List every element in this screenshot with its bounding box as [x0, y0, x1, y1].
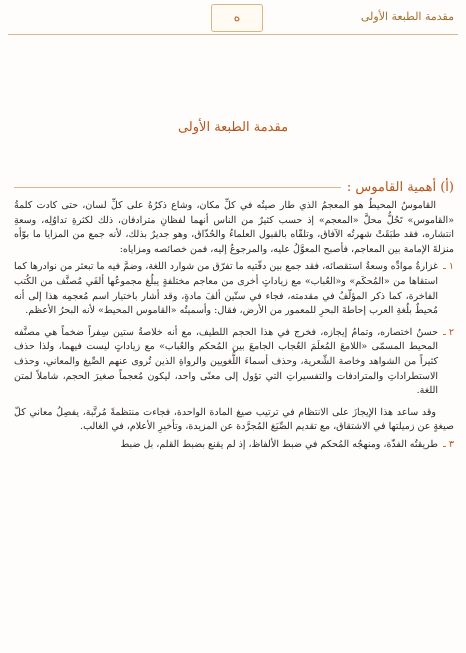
intro-paragraph: القاموسُ المحيطُ هو المعجمُ الذي طار صيتُه في كلِّ مكان، وشاع ذكرُهُ على كلِّ لسان، حتى كادت كلمةُ «القاموس» تَحُلُّ محلَّ «المعجم» إذ حسب كثيرٌ من الناس أنهما لفظانِ مترادفان، ذلك لكثرةِ تداوُلِه، وسعةِ انتشاره، فقد طبَقَتْ شهرتُه الآفاق، وتلقّاه بالقبول العلماءُ والحُذّاق، وهو جديرٌ بذلك، لأنه جمع من المزايا ما بوّأه منزلةَ الإمامة بين المعاجم، فأصبح المعوَّلُ عليه، والمرجوعُ إليه، فمن خصائصه ومزاياه:: [14, 200, 454, 255]
body-content: [14, 180, 454, 456]
chapter-title: مقدمة الطبعة الأولى: [177, 120, 289, 135]
list-item-text: طريقتُه الفذّة، ومنهجُه المُحكم في ضبط الألفاظ، إذ لم يقنع بضبط القلم، بل ضبط: [120, 438, 438, 450]
running-title: مقدمة الطبعة الأولى: [360, 10, 454, 23]
section-heading-rule: [14, 187, 341, 188]
header-divider: [8, 34, 458, 35]
list-item-number: ١ ـ: [443, 261, 454, 273]
section-heading: [14, 180, 454, 195]
list-item-text: حسنُ اختصاره، وتمامُ إيجازه، فخرج في هذا الحجم اللطيف، مع أنه خلاصةُ ستين سِفراً ضخماً هي مصنَّفه المحيط المسمّى «اللامعَ المُعلَمَ العُجاب الجامعَ بين المُحكم والعُباب» مع زياداتٍ ليست فيهما، ولذا حذف كثيراً من الشواهد وخاصة الشِّعرية، وحذف أسماءَ اللُّغويين والرواةِ الذين تُروى عنهم الصِّيغ والمعاني، وحذف الاستطراداتِ والمترادفات والتفسيراتِ التي تؤول إلى معنًى واحد، ليكون مُعجماً صغيرَ الحجم، شاملاً لمتن اللغة.: [14, 326, 438, 397]
list-item-number: ٣ ـ: [443, 438, 454, 450]
list-item-text: غزارةُ موادِّه وسعةُ استقصائه، فقد جمع بين دفّتيه ما تفرّق من شوارد اللغة، وضمَّ فيه ما تبعثر من نوادرها كما استقاها من «المُحكَم» و«العُباب» مع زياداتٍ أخرى من معاجم مختلفةٍ يبلُغ مجموعُها ألفَي مُصنَّف من الكُتب الفاخرة، كما ذكر المؤلّفُ في مقدمته، فجاء في ستّين ألفَ مادةٍ، وقد أشار باختيار اسم مُعجمِه هذا إلى أنه مُحيطٌ بلُغةِ العرب إحاطةَ البحرِ للمعمور من الأرض، فقال: وأسميتُه «القاموس المحيط» لأنه البحرُ الأعظم.: [14, 261, 438, 317]
page-header: [0, 0, 466, 36]
section-heading-text: (أ) أهمية القاموس :: [346, 180, 454, 195]
list-item-1: [14, 260, 454, 318]
list-item-2: [14, 326, 454, 399]
page-number: ه: [211, 4, 263, 32]
list-item-number: ٢ ـ: [443, 326, 454, 338]
follow-paragraph: وقد ساعد هذا الإيجازَ على الانتظام في ترتيب صيغ المادة الواحدة، فجاءت منتظمةً مُرتَّبة، يفصِلُ معاني كلّ صيغةٍ عن زميلتها في الاشتقاق، مع تقديم الصِّيَغ المُجرَّدة عن المزيدة، وتأخيرِ الأعلام، في الغالب.: [14, 406, 454, 433]
list-item-3: [14, 438, 454, 453]
